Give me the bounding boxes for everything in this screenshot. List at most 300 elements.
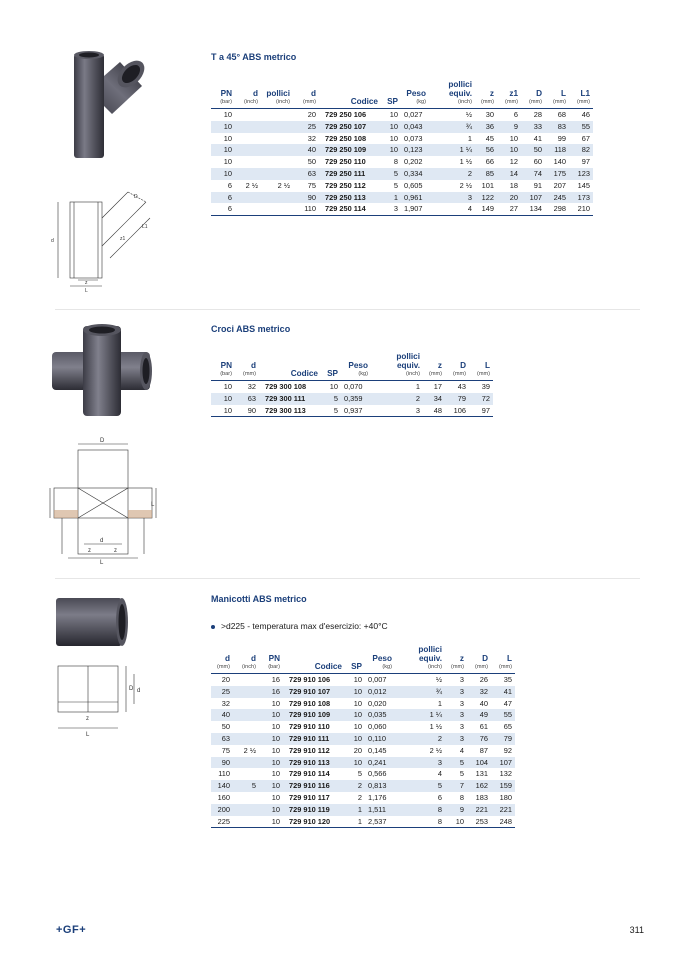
table-cell: 162: [467, 780, 491, 792]
table-cell: [261, 121, 293, 133]
tee45-label-z1: z1: [120, 236, 126, 242]
table-cell: 47: [503, 698, 512, 708]
col-header: pollici equiv. (inch): [395, 645, 445, 674]
table-cell: 39: [481, 382, 490, 391]
table-cell: [235, 156, 261, 168]
table-cell: 0,566: [368, 769, 387, 779]
cross-label-z: z: [88, 548, 91, 554]
table-cell: 0,027: [404, 110, 423, 119]
table-cell: 32: [467, 686, 491, 698]
table-cell: [261, 192, 293, 204]
product-code-cell: 729 910 109: [283, 709, 345, 721]
table-cell: 91: [533, 180, 542, 190]
table-cell: 20: [307, 110, 316, 119]
table-cell: [235, 144, 261, 156]
table-row: [211, 393, 493, 405]
product-code-cell: 729 250 112: [325, 180, 366, 190]
table-cell: 3: [459, 675, 464, 684]
table-cell: 1: [467, 133, 472, 143]
table-cell: 67: [581, 133, 590, 143]
section-title-coupling: Manicotti ABS metrico: [211, 594, 307, 604]
table-cell: [235, 168, 261, 180]
col-header: SP: [381, 80, 401, 109]
col-header: L1 (mm): [569, 80, 593, 109]
tee45-label-z: z: [85, 280, 88, 286]
table-cell: 35: [503, 675, 512, 684]
table-cell: 140: [211, 780, 233, 792]
table-cell: 160: [217, 792, 230, 802]
col-header: D (mm): [467, 645, 491, 674]
table-cell: 76: [467, 733, 491, 745]
coupling-table: [211, 645, 515, 828]
col-header: z (mm): [423, 352, 445, 381]
table-cell: 10: [381, 121, 401, 133]
product-code-cell: 729 910 114: [289, 769, 330, 779]
table-cell: 50: [221, 722, 230, 732]
table-row: [211, 192, 593, 204]
table-cell: 173: [569, 192, 593, 204]
table-cell: 107: [521, 192, 545, 204]
table-cell: 101: [481, 180, 494, 190]
table-cell: 0,605: [404, 180, 423, 190]
col-header: PN (bar): [211, 352, 235, 381]
table-cell: 5: [459, 769, 464, 779]
table-cell: 1: [345, 804, 365, 816]
table-cell: 32: [221, 698, 230, 708]
table-cell: 40: [293, 144, 319, 156]
table-row: [211, 203, 593, 215]
table-cell: 10: [353, 698, 362, 708]
table-cell: 16: [259, 686, 283, 698]
table-cell: 6: [211, 192, 235, 204]
table-cell: 49: [467, 709, 491, 721]
table-cell: 85: [475, 168, 497, 180]
table-cell: 110: [218, 769, 230, 779]
cross-technical-drawing: [48, 436, 160, 564]
table-cell: 36: [475, 121, 497, 133]
table-row: [211, 721, 515, 733]
coupling-photo: [52, 594, 130, 650]
table-cell: 4: [429, 203, 475, 215]
section-title-cross: Croci ABS metrico: [211, 324, 291, 334]
table-cell: 123: [569, 168, 593, 180]
table-cell: 10: [497, 144, 521, 156]
table-cell: 3: [429, 192, 475, 204]
table-cell: [261, 109, 293, 121]
table-cell: 8: [393, 157, 398, 167]
table-cell: 40: [211, 709, 233, 721]
table-cell: 1 ½: [459, 157, 472, 167]
table-cell: 87: [479, 745, 488, 755]
col-header: D (mm): [445, 352, 469, 381]
table-cell: 122: [475, 192, 497, 204]
table-cell: 2 ½: [459, 180, 472, 190]
table-cell: [261, 168, 293, 180]
table-cell: 30: [485, 110, 494, 119]
product-code-cell: 729 910 120: [283, 816, 345, 828]
table-cell: 2 ½: [245, 180, 258, 190]
table-cell: 110: [293, 203, 319, 215]
table-cell: 3: [445, 733, 467, 745]
table-cell: 27: [497, 203, 521, 215]
table-cell: [261, 133, 293, 145]
table-cell: 149: [475, 203, 497, 215]
product-code-cell: 729 910 119: [283, 804, 345, 816]
table-cell: 28: [533, 110, 542, 119]
col-header: L (mm): [545, 80, 569, 109]
product-code-cell: 729 910 106: [289, 675, 331, 684]
table-row: [211, 804, 515, 816]
table-row: [211, 780, 515, 792]
table-cell: 1: [437, 698, 442, 708]
table-cell: ½: [435, 675, 442, 684]
table-cell: 3: [395, 757, 445, 769]
product-code-cell: 729 250 114: [319, 203, 381, 215]
table-cell: 99: [557, 133, 566, 143]
table-cell: 6: [437, 792, 442, 802]
table-cell: 10: [389, 133, 398, 143]
table-row: [211, 745, 515, 757]
table-cell: 1,907: [401, 203, 429, 215]
table-cell: 180: [499, 792, 512, 802]
tee45-table: [211, 80, 593, 216]
table-cell: 10: [211, 393, 235, 405]
table-row: [211, 709, 515, 721]
product-code-cell: 729 910 111: [283, 733, 345, 745]
col-header: SP: [345, 645, 365, 674]
table-cell: 221: [467, 804, 491, 816]
table-cell: 2,537: [365, 816, 395, 828]
table-cell: 0,070: [344, 382, 363, 391]
page-number: 311: [629, 925, 644, 935]
table-cell: 0,937: [341, 405, 371, 417]
table-cell: 10: [259, 709, 283, 721]
table-cell: [261, 203, 293, 215]
table-cell: 9: [497, 121, 521, 133]
table-row: [211, 381, 493, 393]
table-cell: 10: [271, 792, 280, 802]
table-cell: 134: [521, 203, 545, 215]
tee45-label-D: D: [134, 194, 138, 200]
table-cell: 225: [211, 816, 233, 828]
col-header: L (mm): [469, 352, 493, 381]
product-code-cell: 729 300 108: [265, 382, 307, 391]
table-cell: 5: [395, 780, 445, 792]
table-cell: 12: [509, 157, 518, 167]
col-header: D (mm): [521, 80, 545, 109]
table-cell: 20: [221, 675, 230, 684]
table-cell: 0,110: [365, 733, 395, 745]
table-cell: 90: [293, 192, 319, 204]
cross-photo: [50, 322, 154, 418]
table-cell: 10: [345, 709, 365, 721]
col-header: Codice: [283, 645, 345, 674]
tee45-label-L1: L1: [142, 224, 148, 230]
product-code-cell: 729 300 111: [259, 393, 321, 405]
table-cell: 97: [469, 405, 493, 417]
table-cell: 97: [581, 157, 590, 167]
table-cell: [235, 203, 261, 215]
table-row: [211, 674, 515, 686]
product-code-cell: 729 300 113: [259, 405, 321, 417]
table-cell: 1,511: [365, 804, 395, 816]
table-cell: 5: [321, 393, 341, 405]
table-cell: 5: [321, 405, 341, 417]
table-cell: 45: [485, 133, 494, 143]
table-cell: 106: [445, 405, 469, 417]
col-header: d (mm): [235, 352, 259, 381]
table-cell: 90: [211, 757, 233, 769]
table-cell: 0,043: [401, 121, 429, 133]
table-cell: 40: [479, 698, 488, 708]
table-cell: 61: [479, 722, 488, 732]
table-cell: 1,176: [368, 792, 387, 802]
table-cell: 10: [271, 769, 280, 779]
table-cell: [235, 133, 261, 145]
cross-label-D: D: [100, 438, 105, 444]
table-cell: 5: [381, 168, 401, 180]
table-cell: 2: [395, 733, 445, 745]
col-header: pollici equiv. (inch): [371, 352, 423, 381]
table-cell: 0,334: [401, 168, 429, 180]
table-cell: 75: [221, 745, 230, 755]
table-cell: 10: [211, 405, 235, 417]
table-cell: 5: [445, 757, 467, 769]
table-cell: 7: [445, 780, 467, 792]
tee45-photo: [58, 48, 158, 160]
product-code-cell: 729 250 109: [319, 144, 381, 156]
table-cell: 6: [513, 110, 518, 119]
product-code-cell: 729 250 111: [319, 168, 381, 180]
table-cell: [235, 121, 261, 133]
table-cell: 145: [577, 180, 590, 190]
col-header: Peso (kg): [401, 80, 429, 109]
table-row: [211, 109, 593, 121]
table-cell: 3: [445, 686, 467, 698]
table-cell: 41: [533, 133, 542, 143]
table-cell: 0,123: [401, 144, 429, 156]
table-row: [211, 121, 593, 133]
cross-label-d: d: [100, 538, 104, 544]
table-cell: 72: [469, 393, 493, 405]
table-cell: 26: [479, 675, 488, 684]
table-cell: 2 ½: [277, 180, 290, 190]
cross-table: [211, 352, 493, 417]
table-cell: 63: [211, 733, 233, 745]
product-code-cell: 729 250 108: [325, 133, 367, 143]
table-cell: 1: [381, 192, 401, 204]
table-cell: 83: [545, 121, 569, 133]
table-cell: 10: [223, 157, 232, 167]
product-code-cell: 729 910 112: [289, 745, 330, 755]
table-cell: 25: [293, 121, 319, 133]
table-cell: 50: [307, 157, 316, 167]
table-cell: 0,073: [404, 133, 423, 143]
table-cell: 10: [353, 675, 362, 684]
col-header: SP: [321, 352, 341, 381]
table-cell: 253: [467, 816, 491, 828]
table-row: [211, 405, 493, 417]
table-cell: 32: [307, 133, 316, 143]
col-header: z (mm): [445, 645, 467, 674]
table-cell: 0,007: [368, 675, 387, 684]
table-cell: 8: [395, 804, 445, 816]
table-cell: 298: [545, 203, 569, 215]
col-header: Peso (kg): [341, 352, 371, 381]
table-cell: 10: [211, 168, 235, 180]
table-cell: [233, 686, 259, 698]
table-cell: 74: [521, 168, 545, 180]
col-header: pollici equiv. (inch): [429, 80, 475, 109]
table-row: [211, 168, 593, 180]
product-code-cell: 729 250 113: [319, 192, 381, 204]
table-cell: 6: [227, 180, 232, 190]
table-cell: 5: [393, 180, 398, 190]
table-cell: 8: [395, 816, 445, 828]
product-code-cell: 729 250 107: [319, 121, 381, 133]
table-cell: 10: [211, 121, 235, 133]
table-cell: 66: [485, 157, 494, 167]
table-cell: 75: [307, 180, 316, 190]
table-cell: [233, 816, 259, 828]
cross-label-L2: L: [151, 502, 155, 508]
table-cell: 4: [437, 769, 442, 779]
table-cell: 10: [259, 757, 283, 769]
table-cell: 5: [357, 769, 362, 779]
table-cell: 10: [329, 382, 338, 391]
table-cell: 16: [271, 675, 280, 684]
table-cell: [235, 192, 261, 204]
col-header: d (inch): [235, 80, 261, 109]
table-cell: 3: [381, 203, 401, 215]
table-cell: [233, 698, 259, 710]
coupling-label-d: d: [137, 688, 141, 694]
table-row: [211, 816, 515, 828]
table-cell: 4: [459, 745, 464, 755]
table-cell: 63: [235, 393, 259, 405]
table-cell: [235, 109, 261, 121]
product-code-cell: 729 910 108: [289, 698, 331, 708]
table-cell: 55: [569, 121, 593, 133]
col-header: d (inch): [233, 645, 259, 674]
table-cell: 2 ½: [429, 745, 442, 755]
table-cell: 0,241: [365, 757, 395, 769]
table-cell: 82: [569, 144, 593, 156]
coupling-label-z: z: [86, 716, 89, 722]
coupling-label-L: L: [86, 732, 90, 738]
product-code-cell: 729 910 117: [289, 792, 330, 802]
table-cell: 10: [271, 745, 280, 755]
table-cell: 10: [259, 780, 283, 792]
table-cell: 175: [545, 168, 569, 180]
col-header: Codice: [259, 352, 321, 381]
table-cell: 10: [389, 110, 398, 119]
table-cell: 3: [445, 709, 467, 721]
product-code-cell: 729 250 110: [325, 157, 366, 167]
table-cell: 131: [475, 769, 488, 779]
table-cell: [261, 156, 293, 168]
table-cell: 0,961: [401, 192, 429, 204]
table-cell: 8: [459, 792, 464, 802]
table-cell: 10: [509, 133, 518, 143]
table-cell: 10: [223, 382, 232, 391]
table-cell: [233, 757, 259, 769]
table-cell: 140: [553, 157, 566, 167]
table-cell: 41: [491, 686, 515, 698]
table-cell: ¾: [395, 686, 445, 698]
table-row: [211, 733, 515, 745]
col-header: pollici (inch): [261, 80, 293, 109]
col-header: PN (bar): [211, 80, 235, 109]
table-cell: 1 ¼: [395, 709, 445, 721]
table-cell: ¾: [429, 121, 475, 133]
product-code-cell: 729 910 113: [283, 757, 345, 769]
table-cell: 10: [223, 110, 232, 119]
tee45-label-L: L: [85, 288, 88, 294]
table-cell: 159: [491, 780, 515, 792]
table-cell: 48: [423, 405, 445, 417]
col-header: L (mm): [491, 645, 515, 674]
table-cell: 183: [475, 792, 488, 802]
table-row: [211, 133, 593, 145]
table-cell: 0,202: [404, 157, 423, 167]
table-cell: 33: [521, 121, 545, 133]
table-cell: [233, 674, 259, 686]
section-divider: [55, 578, 640, 579]
col-header: z1 (mm): [497, 80, 521, 109]
table-cell: 17: [433, 382, 442, 391]
table-cell: 20: [497, 192, 521, 204]
table-cell: 65: [503, 722, 512, 732]
product-code-cell: 729 910 107: [283, 686, 345, 698]
table-cell: 55: [491, 709, 515, 721]
table-cell: 0,020: [368, 698, 387, 708]
table-cell: 10: [445, 816, 467, 828]
table-cell: [233, 768, 259, 780]
table-cell: [233, 804, 259, 816]
table-cell: 60: [533, 157, 542, 167]
table-row: [211, 156, 593, 168]
table-cell: 6: [211, 203, 235, 215]
table-cell: 5: [233, 780, 259, 792]
table-cell: 10: [271, 698, 280, 708]
table-cell: 207: [553, 180, 566, 190]
table-cell: 0,813: [365, 780, 395, 792]
table-row: [211, 768, 515, 780]
table-cell: 1: [345, 816, 365, 828]
table-row: [211, 792, 515, 804]
table-cell: 10: [345, 686, 365, 698]
col-header: z (mm): [475, 80, 497, 109]
cross-label-L: L: [100, 560, 104, 564]
table-cell: 1 ½: [429, 722, 442, 732]
table-row: [211, 180, 593, 192]
table-cell: 10: [345, 733, 365, 745]
table-cell: 0,060: [368, 722, 387, 732]
table-cell: 18: [509, 180, 518, 190]
table-cell: 10: [211, 144, 235, 156]
table-cell: 2 ½: [243, 745, 256, 755]
table-cell: 107: [491, 757, 515, 769]
table-cell: 10: [345, 757, 365, 769]
table-cell: 1 ¼: [429, 144, 475, 156]
table-cell: 46: [581, 110, 590, 119]
product-code-cell: 729 910 116: [283, 780, 345, 792]
table-cell: 90: [235, 405, 259, 417]
table-cell: 14: [497, 168, 521, 180]
col-header: d (mm): [211, 645, 233, 674]
table-cell: 245: [545, 192, 569, 204]
